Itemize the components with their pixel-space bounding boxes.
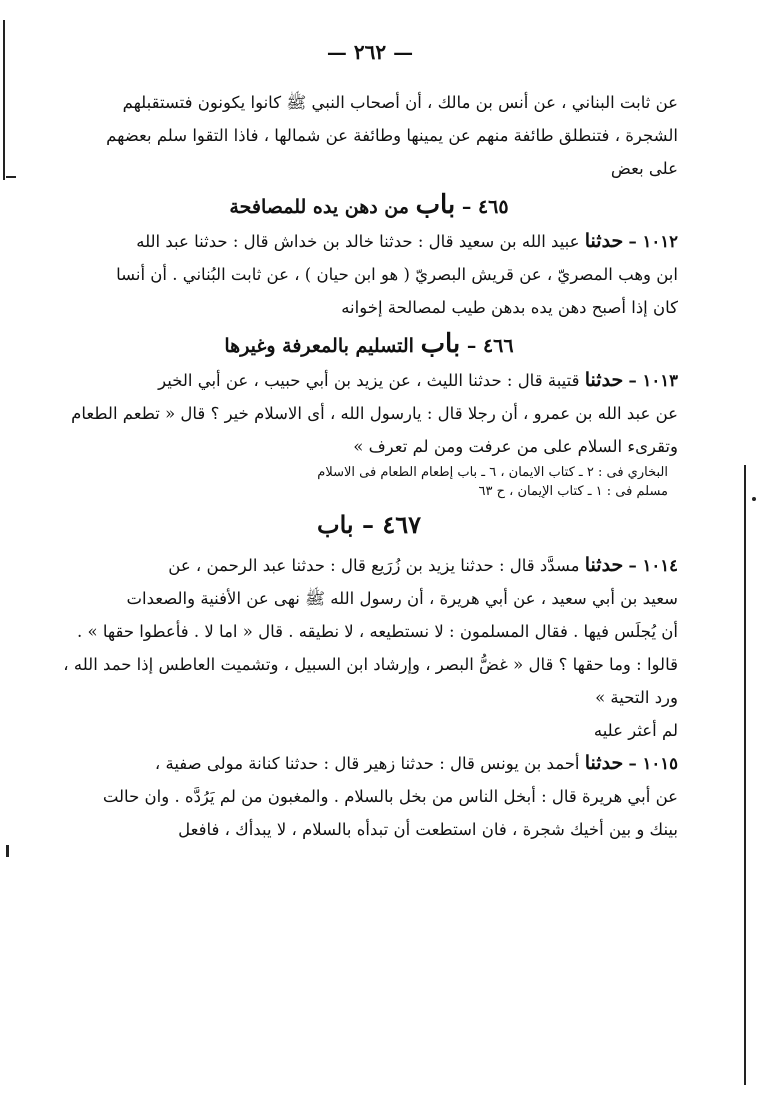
line-text: ابن وهب المصريّ ، عن قريش البصريّ ( هو ابن حيان ) ، عن ثابت البُناني . أن أنسا bbox=[116, 265, 678, 284]
line-text: قالوا : وما حقها ؟ قال « غضُّ البصر ، وإرشاد ابن السبيل ، وتشميت العاطس إذا حمد الله ، bbox=[63, 655, 678, 674]
hadith-number: ١٠١٢ – bbox=[628, 232, 678, 251]
line-text: مسدَّد قال : حدثنا يزيد بن زُرَيع قال : حدثنا عبد الرحمن ، عن bbox=[168, 556, 580, 575]
chapter-bab-word: باب bbox=[415, 190, 456, 220]
margin-dot bbox=[752, 497, 756, 501]
text-line bbox=[60, 615, 678, 648]
line-text: وتقرىء السلام على من عرفت ومن لم تعرف » bbox=[353, 437, 678, 456]
line-text: ورد التحية » bbox=[595, 688, 678, 707]
hadith-opening-line bbox=[60, 225, 678, 258]
chapter-bab-word: باب bbox=[317, 510, 354, 539]
line-text: الشجرة ، فتنطلق طائفة منهم عن يمينها وطائفة عن شمالها ، فاذا التقوا سلم بعضهم bbox=[106, 126, 678, 145]
chapter-heading bbox=[60, 501, 678, 549]
text-line bbox=[60, 152, 678, 185]
page-number: — ٢٦٢ — bbox=[326, 40, 414, 64]
line-text: بينك و بين أخيك شجرة ، فان استطعت أن تبدأه بالسلام ، لا يبدأك ، فافعل bbox=[178, 820, 678, 839]
line-text: لم أعثر عليه bbox=[593, 721, 678, 740]
hadith-number: ١٠١٤ – bbox=[628, 556, 678, 575]
chapter-bab-word: باب bbox=[420, 329, 461, 359]
line-text: عن أبي هريرة قال : أبخل الناس من بخل بالسلام . والمغبون من لم يَرُدَّه . وان حالت bbox=[102, 787, 678, 806]
text-line bbox=[60, 430, 678, 463]
text-line bbox=[60, 648, 678, 681]
chapter-number: ٤٦٥ – bbox=[461, 196, 509, 218]
line-text: على بعض bbox=[610, 159, 678, 178]
text-line bbox=[60, 714, 678, 747]
chapter-number: ٤٦٧ – bbox=[361, 510, 421, 539]
citation-line bbox=[60, 463, 678, 482]
line-text: عن ثابت البناني ، عن أنس بن مالك ، أن أصحاب النبي ﷺ كانوا يكونون فتستقبلهم bbox=[122, 93, 678, 112]
text-line bbox=[60, 291, 678, 324]
text-line bbox=[60, 119, 678, 152]
haddathana-word: حدثنا bbox=[584, 554, 624, 576]
chapter-heading bbox=[60, 185, 678, 225]
line-text: كان إذا أصبح دهن يده بدهن طيب لمصالحة إخوانه bbox=[341, 298, 678, 317]
right-margin-rule bbox=[744, 465, 746, 1085]
text-line bbox=[60, 681, 678, 714]
haddathana-word: حدثنا bbox=[584, 230, 624, 252]
line-text: أحمد بن يونس قال : حدثنا زهير قال : حدثنا كنانة مولى صفية ، bbox=[154, 754, 580, 773]
chapter-title: من دهن يده للمصافحة bbox=[229, 196, 409, 218]
citation-line bbox=[60, 482, 678, 501]
text-line bbox=[60, 582, 678, 615]
page-body bbox=[60, 86, 678, 846]
chapter-number: ٤٦٦ – bbox=[466, 335, 514, 357]
hadith-number: ١٠١٥ – bbox=[628, 754, 678, 773]
text-line bbox=[60, 813, 678, 846]
chapter-title: التسليم بالمعرفة وغيرها bbox=[224, 335, 414, 357]
hadith-opening-line bbox=[60, 747, 678, 780]
hadith-opening-line bbox=[60, 364, 678, 397]
line-text: أن يُجلَس فيها . فقال المسلمون : لا نستطيعه ، لا نطيقه . قال « اما لا . فأعطوا حقها » . bbox=[77, 622, 678, 641]
haddathana-word: حدثنا bbox=[584, 752, 624, 774]
text-line bbox=[60, 780, 678, 813]
citation-text: مسلم فى : ١ ـ كتاب الإيمان ، ح ٦٣ bbox=[478, 484, 668, 499]
citation-text: البخاري فى : ٢ ـ كتاب الايمان ، ٦ ـ باب إطعام الطعام فى الاسلام bbox=[317, 465, 668, 480]
text-line bbox=[60, 258, 678, 291]
line-text: عبيد الله بن سعيد قال : حدثنا خالد بن خداش قال : حدثنا عبد الله bbox=[136, 232, 580, 251]
left-margin-tick bbox=[6, 176, 16, 178]
hadith-opening-line bbox=[60, 549, 678, 582]
hadith-number: ١٠١٣ – bbox=[628, 371, 678, 390]
line-text: سعيد بن أبي سعيد ، عن أبي هريرة ، أن رسول الله ﷺ نهى عن الأفنية والصعدات bbox=[126, 589, 678, 608]
line-text: عن عبد الله بن عمرو ، أن رجلا قال : يارسول الله ، أى الاسلام خير ؟ قال « تطعم الطعام bbox=[71, 404, 678, 423]
text-line bbox=[60, 397, 678, 430]
chapter-heading bbox=[60, 324, 678, 364]
text-line bbox=[60, 86, 678, 119]
haddathana-word: حدثنا bbox=[584, 369, 624, 391]
line-text: قتيبة قال : حدثنا الليث ، عن يزيد بن أبي حبيب ، عن أبي الخير bbox=[158, 371, 580, 390]
left-margin-mark bbox=[6, 845, 9, 857]
